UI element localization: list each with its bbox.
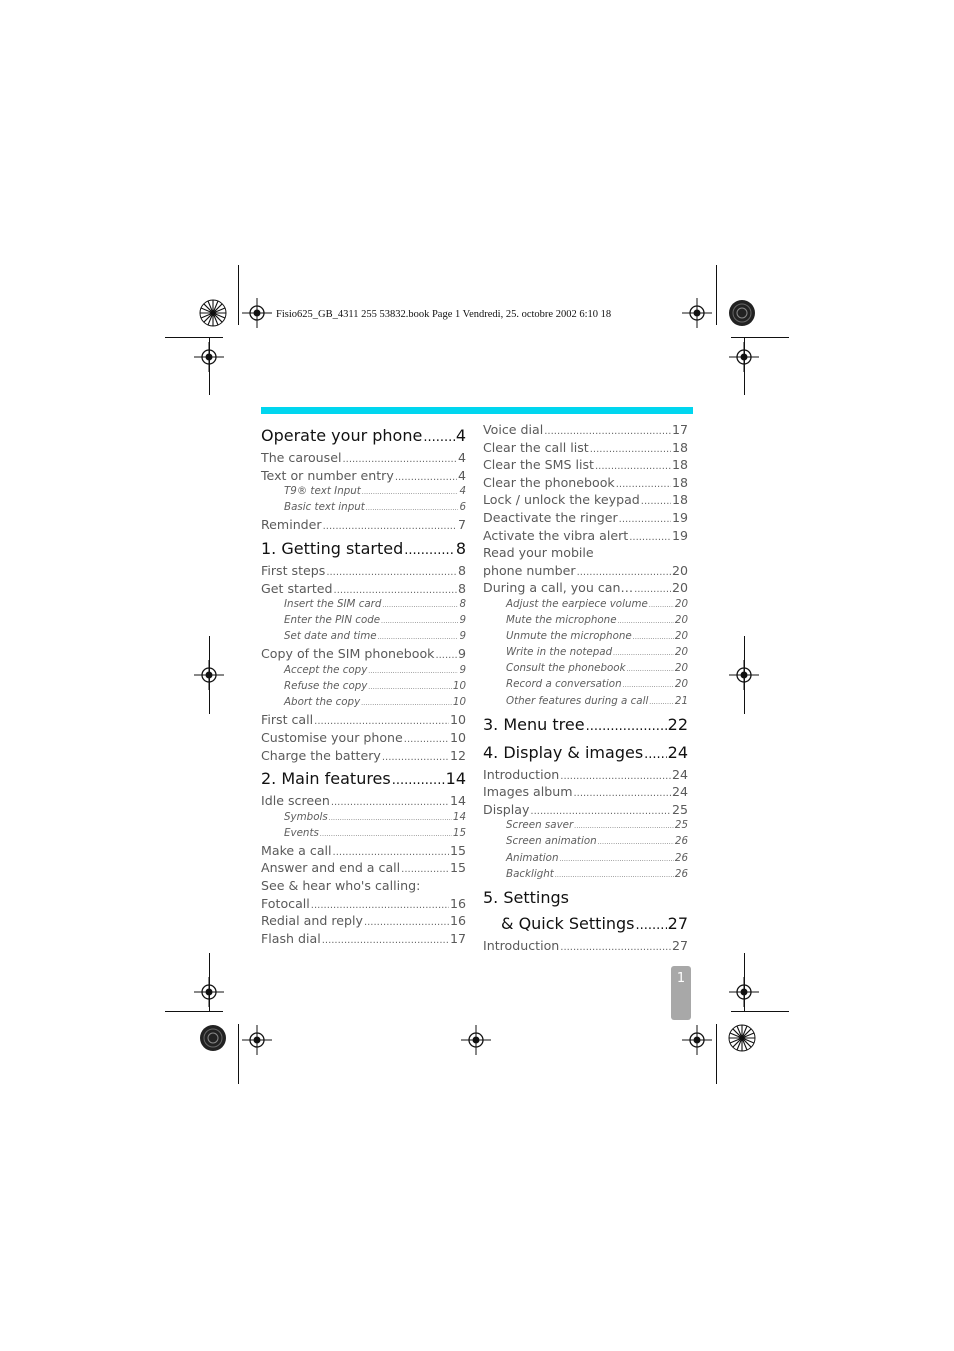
toc-page-number: 6 [459,501,466,514]
toc-entry [261,896,466,914]
toc-section-heading [483,910,688,938]
dot-leader [395,472,457,483]
toc-page-number: 24 [671,784,688,800]
toc-page-number: 26 [674,867,688,880]
dot-leader [633,633,674,641]
dot-leader [331,797,449,808]
toc-entry [483,938,688,956]
toc-entry-title: Other features during a call [506,694,649,707]
crop-mark [209,953,210,1011]
dot-leader [320,830,452,838]
toc-entry-title: Animation [506,851,559,864]
toc-entry-title: Screen saver [506,819,574,832]
crop-mark [209,337,210,395]
dot-leader [623,681,674,689]
dot-leader [326,567,457,578]
toc-entry [483,492,688,510]
toc-page-number: 19 [671,509,688,525]
toc-page-number: 15 [449,860,466,876]
toc-page-number: 25 [674,819,688,832]
toc-entry-title: Make a call [261,842,332,858]
toc-entry-continued: Read your mobile [483,545,594,561]
toc-page-number: 27 [671,937,688,953]
toc-subentry [261,664,466,680]
dot-leader [574,822,674,830]
toc-page-number: 7 [457,517,466,533]
toc-entry-title: Activate the vibra alert [483,527,629,543]
dot-leader [595,461,671,472]
dot-leader [401,864,449,875]
toc-entry [261,517,466,535]
toc-column-left [261,422,466,948]
page-tab [671,966,691,1020]
crop-mark [209,636,210,714]
toc-entry [261,843,466,861]
toc-entry-title: Abort the copy [284,696,361,709]
toc-entry [483,767,688,785]
toc-entry-title: Adjust the earpiece volume [506,597,648,610]
toc-subentry [483,835,688,851]
toc-entry [261,468,466,486]
toc-entry [261,450,466,468]
toc-page-number: 18 [671,439,688,455]
crop-mark [744,953,745,1011]
toc-entry [483,510,688,528]
toc-entry-title: Clear the phonebook [483,474,615,490]
toc-subentry [483,678,688,694]
dot-leader [334,585,457,596]
dot-leader [361,699,452,707]
dot-leader [649,698,674,706]
dot-leader [392,773,445,788]
toc-entry-title: Customise your phone [261,729,403,745]
toc-column-right [483,422,688,955]
toc-page-number: 4 [457,467,466,483]
registration-mark-icon [682,1025,712,1055]
star-target-icon [727,1023,757,1053]
dot-leader [381,617,458,625]
toc-entry [483,457,688,475]
dot-leader [368,667,458,675]
dot-leader [641,496,671,507]
toc-entry-title: 1. Getting started [261,538,404,558]
toc-entry-title: Backlight [506,867,554,880]
dot-leader [423,430,455,445]
toc-subentry [261,680,466,696]
toc-page-number: 9 [459,614,466,627]
crop-mark [731,337,789,338]
dot-leader [649,601,674,609]
toc-entry-title: Operate your phone [261,426,423,445]
dot-leader [618,617,674,625]
color-target-icon [727,298,757,328]
dot-leader [573,788,671,799]
toc-entry [483,528,688,546]
toc-page-number: 9 [459,664,466,677]
toc-entry-title: T9® text Input [284,485,361,498]
toc-page-number: 14 [452,810,466,823]
toc-subentry [483,630,688,646]
toc-entry [261,931,466,949]
toc-entry [261,646,466,664]
toc-entry [483,440,688,458]
dot-leader [323,521,457,532]
dot-leader [544,426,671,437]
toc-subentry [261,696,466,712]
toc-entry-title: Reminder [261,517,322,533]
toc-page-number: 10 [452,680,466,693]
dot-leader [577,567,671,578]
toc-entry-title: Images album [483,784,573,800]
crop-mark [238,1024,239,1084]
toc-page-number: 25 [671,801,688,817]
toc-entry [261,913,466,931]
dot-leader [342,454,457,465]
dot-leader [616,479,671,490]
toc-entry-title: During a call, you can… [483,580,634,596]
toc-subentry [483,646,688,662]
dot-leader [613,649,674,657]
dot-leader [404,543,455,558]
toc-entry-title: Display [483,801,530,817]
toc-entry-title: Redial and reply [261,913,363,929]
toc-subentry [261,827,466,843]
toc-page-number: 10 [449,729,466,745]
toc-page-number: 8 [455,538,466,558]
toc-page-number: 18 [671,474,688,490]
toc-page-number: 17 [671,422,688,437]
toc-page-number: 19 [671,527,688,543]
toc-page-number: 8 [459,598,466,611]
toc-page-number: 4 [455,426,466,445]
dot-leader [333,847,449,858]
registration-mark-icon [461,1025,491,1055]
toc-entry-title: Idle screen [261,793,330,809]
toc-page-number: 20 [674,678,688,691]
toc-entry [261,712,466,730]
toc-entry-title: & Quick Settings [501,913,635,933]
dot-leader [362,488,459,496]
toc-entry-title: Consult the phonebook [506,662,626,675]
crop-mark [165,1011,223,1012]
toc-entry-title: Write in the notepad [506,646,613,659]
registration-mark-icon [682,298,712,328]
toc-page-number: 18 [671,457,688,473]
dot-leader [329,814,452,822]
toc-entry-title: Voice dial [483,422,544,437]
toc-entry-title: The carousel [261,450,342,465]
toc-page-number: 26 [674,835,688,848]
dot-leader [644,747,666,762]
toc-entry-title: Text or number entry [261,467,394,483]
registration-mark-icon [242,298,272,328]
toc-page-number: 20 [671,562,688,578]
toc-subentry [483,598,688,614]
toc-entry-title: Clear the call list [483,439,589,455]
toc-entry [483,475,688,493]
toc-page-number: 20 [674,630,688,643]
toc-page-number: 24 [671,766,688,782]
toc-subentry [261,614,466,630]
toc-entry-title: Charge the battery [261,747,381,763]
dot-leader [629,532,671,543]
toc-entry-title: First call [261,712,314,728]
toc-page-number: 20 [674,662,688,675]
accent-bar [261,407,693,414]
toc-section-heading [483,711,688,739]
toc-section-heading [261,422,466,450]
dot-leader [368,683,452,691]
dot-leader [530,806,671,817]
toc-entry [483,784,688,802]
toc-entry [483,563,688,581]
toc-entry-title: Refuse the copy [284,680,368,693]
dot-leader [404,734,449,745]
toc-entry [483,802,688,820]
toc-entry-title: Answer and end a call [261,860,401,876]
toc-page-number: 9 [459,630,466,643]
toc-page-number: 26 [674,851,688,864]
toc-page-number: 4 [457,450,466,465]
toc-entry-title: Clear the SMS list [483,457,594,473]
dot-leader [627,665,674,673]
toc-entry [261,730,466,748]
toc-entry-title: Events [284,826,319,839]
dot-leader [586,719,667,734]
toc-page-number: 20 [674,646,688,659]
toc-entry-continued: See & hear who's calling: [261,878,421,894]
toc-section-heading: 5. Settings [483,887,569,907]
dot-leader [619,514,671,525]
toc-entry-title: Accept the copy [284,664,368,677]
dot-leader [560,855,674,863]
toc-page-number: 15 [449,842,466,858]
toc-entry-title: First steps [261,562,326,578]
star-target-icon [198,298,228,328]
dot-leader [322,935,449,946]
crop-mark [238,265,239,325]
toc-page-number: 22 [667,714,688,734]
toc-page-number: 17 [449,930,466,946]
dot-leader [382,752,449,763]
toc-subentry [483,852,688,868]
toc-page-number: 16 [449,895,466,911]
toc-subentry [261,598,466,614]
toc-page-number: 27 [667,913,688,933]
toc-entry-title: Mute the microphone [506,614,617,627]
toc-page-number: 8 [457,580,466,596]
dot-leader [364,917,449,928]
crop-mark [744,636,745,714]
dot-leader [560,942,671,953]
toc-page-number: 12 [449,747,466,763]
dot-leader [311,900,449,911]
toc-entry-title: Screen animation [506,835,597,848]
toc-entry [261,860,466,878]
toc-section-heading [261,765,466,793]
toc-entry-title: Introduction [483,937,560,953]
toc-entry-title: Lock / unlock the keypad [483,492,640,508]
toc-entry-title: Flash dial [261,930,321,946]
toc-page-number: 4 [459,485,466,498]
toc-page-number: 10 [452,696,466,709]
toc-entry [261,581,466,599]
toc-page-number: 18 [671,492,688,508]
toc-page-number: 15 [452,826,466,839]
crop-mark [165,337,223,338]
dot-leader [314,716,449,727]
toc-entry-title: Symbols [284,810,328,823]
toc-entry [261,748,466,766]
toc-page-number: 16 [449,913,466,929]
toc-entry-title: Record a conversation [506,678,622,691]
toc-page-number: 24 [667,742,688,762]
toc-entry-title: Set date and time [284,630,377,643]
crop-mark [744,337,745,395]
toc-page-number: 20 [671,580,688,596]
toc-page-number: 14 [449,793,466,809]
dot-leader [560,771,671,782]
dot-leader [555,871,674,879]
toc-page-number: 21 [674,694,688,707]
toc-subentry [261,485,466,501]
toc-entry-title: Copy of the SIM phonebook [261,646,435,662]
toc-subentry [483,662,688,678]
toc-page-number: 10 [449,712,466,728]
toc-subentry [483,695,688,711]
toc-entry-title: Get started [261,580,333,596]
file-info-header: Fisio625_GB_4311 255 53832.book Page 1 Vendredi, 25. octobre 2002 6:10 18 [276,309,612,320]
registration-mark-icon [242,1025,272,1055]
color-target-icon [198,1023,228,1053]
toc-subentry [483,614,688,630]
toc-section-heading [261,535,466,563]
page-tab-label: 1 [676,971,686,986]
toc-entry [483,422,688,440]
toc-entry-title: phone number [483,562,576,578]
dot-leader [435,650,457,661]
crop-mark [716,1024,717,1084]
toc-entry-title: Enter the PIN code [284,614,381,627]
toc-entry-title: 2. Main features [261,769,391,789]
toc-entry-title: Introduction [483,766,560,782]
toc-entry-title: Fotocall [261,895,310,911]
toc-subentry [261,630,466,646]
toc-entry-title: Basic text input [284,501,365,514]
dot-leader [598,838,674,846]
toc-subentry [483,819,688,835]
dot-leader [382,601,458,609]
toc-entry-title: Insert the SIM card [284,598,382,611]
toc-entry-title: 3. Menu tree [483,714,585,734]
toc-entry [261,563,466,581]
toc-entry-title: Deactivate the ringer [483,509,618,525]
toc-subentry [483,868,688,884]
dot-leader [378,633,459,641]
crop-mark [716,265,717,325]
toc-page-number: 9 [457,646,466,662]
toc-entry-title: Unmute the microphone [506,630,632,643]
toc-page-number: 20 [674,614,688,627]
toc-subentry [261,811,466,827]
dot-leader [634,584,671,595]
toc-entry-title: 4. Display & images [483,742,644,762]
toc-page-number: 8 [457,562,466,578]
toc-subentry [261,501,466,517]
dot-leader [366,504,459,512]
toc-page-number: 14 [445,769,466,789]
dot-leader [636,918,667,933]
crop-mark [731,1011,789,1012]
toc-entry [261,793,466,811]
toc-section-heading [483,739,688,767]
toc-entry [483,580,688,598]
dot-leader [590,444,671,455]
toc-page-number: 20 [674,597,688,610]
